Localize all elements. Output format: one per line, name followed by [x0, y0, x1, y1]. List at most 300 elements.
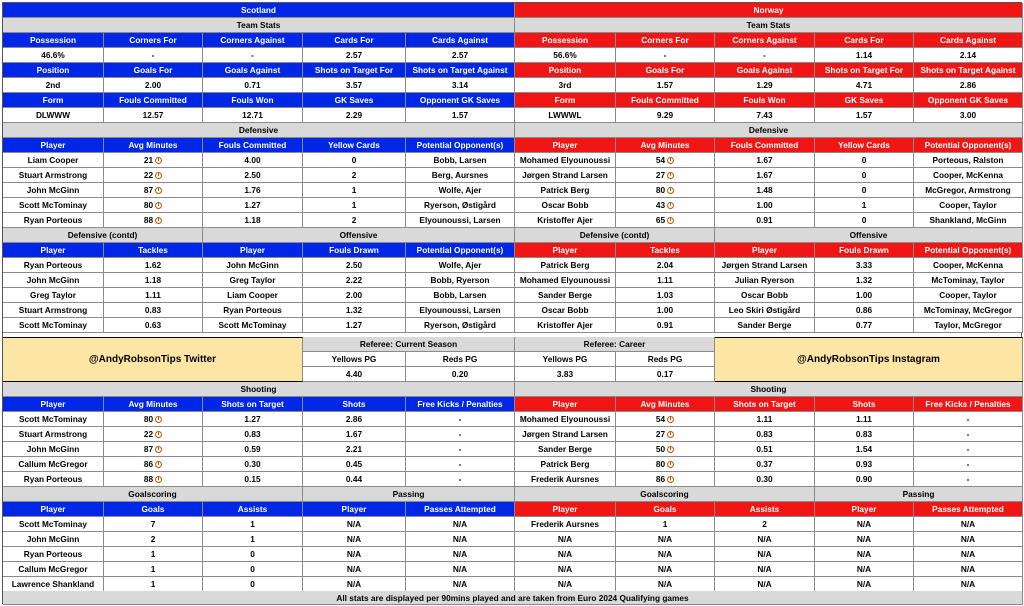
norway-stat-value: 1.57: [616, 78, 715, 93]
scotland-team-stats-title: Team Stats: [3, 18, 515, 33]
norway-defensive-cell: 1.67: [715, 153, 815, 168]
minutes-value: 54: [655, 155, 666, 165]
norway-stat-header: Fouls Committed: [616, 93, 715, 108]
minutes-value: 80: [143, 200, 154, 210]
scotland-goalscoring-cell: Lawrence Shankland: [3, 577, 104, 592]
scotland-goalscoring-cell: Ryan Porteous: [3, 547, 104, 562]
norway-shooting-cell: Frederik Aursnes: [515, 472, 616, 487]
scotland-stat-value: 0.71: [203, 78, 303, 93]
scotland-defensive-cell: Bobb, Larsen: [406, 153, 515, 168]
scotland-shooting-header: Shots: [303, 397, 406, 412]
scotland-goalscoring-header: Goals: [104, 502, 203, 517]
scotland-defensive-cell: Ryan Porteous: [3, 213, 104, 228]
referee-career-title: Referee: Career: [515, 337, 715, 352]
scotland-def-contd-header: Tackles: [104, 243, 203, 258]
norway-stat-value: 3.00: [914, 108, 1023, 123]
scotland-stat-header: Possession: [3, 33, 104, 48]
scotland-goalscoring-cell: 1: [203, 532, 303, 547]
norway-shooting-header: Shots: [815, 397, 914, 412]
norway-stat-value: 1.57: [815, 108, 914, 123]
scotland-def-contd-cell: 0.63: [104, 318, 203, 333]
norway-offensive-cell: Taylor, McGregor: [914, 318, 1023, 333]
scotland-stat-header: Cards Against: [406, 33, 515, 48]
norway-shooting-minutes: [616, 457, 715, 472]
norway-def-contd-cell: Kristoffer Ajer: [515, 318, 616, 333]
norway-goalscoring-cell: N/A: [616, 547, 715, 562]
norway-offensive-cell: 0.77: [815, 318, 914, 333]
norway-def-contd-cell: 1.00: [616, 303, 715, 318]
scotland-defensive-cell: 4.00: [203, 153, 303, 168]
norway-stat-value: -: [616, 48, 715, 63]
referee-career-value: 3.83: [515, 367, 616, 382]
scotland-offensive-header: Fouls Drawn: [303, 243, 406, 258]
scotland-goalscoring-cell: 0: [203, 577, 303, 592]
norway-passing-cell: N/A: [815, 562, 914, 577]
norway-offensive-cell: McTominay, McGregor: [914, 303, 1023, 318]
norway-goalscoring-cell: N/A: [616, 532, 715, 547]
scotland-defensive-cell: 1.27: [203, 198, 303, 213]
scotland-stat-value: 12.57: [104, 108, 203, 123]
norway-offensive-cell: 3.33: [815, 258, 914, 273]
norway-shooting-cell: 0.30: [715, 472, 815, 487]
scotland-goalscoring-cell: 1: [104, 562, 203, 577]
norway-defensive-minutes: [616, 183, 715, 198]
scotland-offensive-cell: Bobb, Larsen: [406, 288, 515, 303]
norway-offensive-cell: McTominay, Taylor: [914, 273, 1023, 288]
scotland-goalscoring-title: Goalscoring: [3, 487, 303, 502]
scotland-defensive-cell: 0: [303, 153, 406, 168]
scotland-shooting-minutes: [104, 457, 203, 472]
norway-passing-cell: N/A: [815, 532, 914, 547]
norway-defensive-cell: Cooper, McKenna: [914, 168, 1023, 183]
stopwatch-icon: [667, 172, 674, 179]
norway-shooting-cell: -: [914, 412, 1023, 427]
scotland-shooting-title: Shooting: [3, 382, 515, 397]
norway-stat-value: -: [715, 48, 815, 63]
twitter-promo: @AndyRobsonTips Twitter: [3, 337, 303, 382]
scotland-offensive-cell: Wolfe, Ajer: [406, 258, 515, 273]
scotland-defensive-minutes: [104, 183, 203, 198]
scotland-shooting-cell: Scott McTominay: [3, 412, 104, 427]
norway-goalscoring-cell: N/A: [616, 562, 715, 577]
norway-shooting-cell: 0.83: [815, 427, 914, 442]
norway-shooting-cell: 0.93: [815, 457, 914, 472]
norway-passing-cell: N/A: [914, 577, 1023, 592]
norway-defensive-minutes: [616, 168, 715, 183]
norway-goalscoring-cell: Frederik Aursnes: [515, 517, 616, 532]
norway-shooting-cell: 0.90: [815, 472, 914, 487]
norway-def-contd-cell: Mohamed Elyounoussi: [515, 273, 616, 288]
scotland-stat-header: Cards For: [303, 33, 406, 48]
scotland-defensive-cell: 1: [303, 198, 406, 213]
scotland-shooting-minutes: [104, 427, 203, 442]
scotland-stat-value: 3.14: [406, 78, 515, 93]
scotland-passing-cell: N/A: [406, 547, 515, 562]
norway-title: Norway: [515, 3, 1023, 18]
norway-stat-value: 56.6%: [515, 48, 616, 63]
norway-offensive-header: Fouls Drawn: [815, 243, 914, 258]
norway-shooting-minutes: [616, 442, 715, 457]
minutes-value: 87: [143, 444, 154, 454]
scotland-shooting-cell: -: [406, 442, 515, 457]
referee-current-header: Reds PG: [406, 352, 515, 367]
scotland-shooting-cell: 0.15: [203, 472, 303, 487]
scotland-defensive-header: Fouls Committed: [203, 138, 303, 153]
norway-stat-value: 2.86: [914, 78, 1023, 93]
scotland-goalscoring-cell: 1: [104, 547, 203, 562]
minutes-value: 80: [655, 459, 666, 469]
scotland-offensive-cell: Liam Cooper: [203, 288, 303, 303]
referee-career-value: 0.17: [616, 367, 715, 382]
norway-shooting-header: Shots on Target: [715, 397, 815, 412]
scotland-offensive-cell: 2.22: [303, 273, 406, 288]
stopwatch-icon: [667, 476, 674, 483]
scotland-defensive-cell: 2: [303, 213, 406, 228]
norway-stat-value: 9.29: [616, 108, 715, 123]
norway-goalscoring-title: Goalscoring: [515, 487, 815, 502]
scotland-shooting-cell: -: [406, 472, 515, 487]
scotland-stat-value: 12.71: [203, 108, 303, 123]
norway-defensive-cell: Kristoffer Ajer: [515, 213, 616, 228]
norway-defensive-cell: 1: [815, 198, 914, 213]
referee-current-value: 4.40: [303, 367, 406, 382]
norway-stat-header: Shots on Target Against: [914, 63, 1023, 78]
norway-stat-header: Goals Against: [715, 63, 815, 78]
minutes-value: 27: [655, 429, 666, 439]
norway-stat-value: LWWWL: [515, 108, 616, 123]
norway-goalscoring-cell: N/A: [515, 547, 616, 562]
scotland-defensive-cell: Scott McTominay: [3, 198, 104, 213]
norway-stat-header: Corners Against: [715, 33, 815, 48]
scotland-passing-cell: N/A: [303, 517, 406, 532]
scotland-shooting-cell: 2.21: [303, 442, 406, 457]
scotland-defensive-minutes: [104, 213, 203, 228]
norway-defensive-header: Potential Opponent(s): [914, 138, 1023, 153]
norway-shooting-minutes: [616, 472, 715, 487]
norway-goalscoring-header: Player: [515, 502, 616, 517]
norway-defensive-title: Defensive: [515, 123, 1023, 138]
scotland-passing-cell: N/A: [406, 532, 515, 547]
minutes-value: 80: [655, 185, 666, 195]
scotland-stat-header: GK Saves: [303, 93, 406, 108]
scotland-shooting-minutes: [104, 412, 203, 427]
minutes-value: 65: [655, 215, 666, 225]
scotland-def-contd-cell: 1.18: [104, 273, 203, 288]
scotland-offensive-cell: 1.32: [303, 303, 406, 318]
scotland-passing-title: Passing: [303, 487, 515, 502]
stopwatch-icon: [667, 157, 674, 164]
norway-defensive-cell: Jørgen Strand Larsen: [515, 168, 616, 183]
scotland-stat-header: Shots on Target For: [303, 63, 406, 78]
norway-def-contd-cell: 1.11: [616, 273, 715, 288]
scotland-offensive-cell: Ryan Porteous: [203, 303, 303, 318]
minutes-value: 86: [655, 474, 666, 484]
referee-current-value: 0.20: [406, 367, 515, 382]
scotland-shooting-cell: -: [406, 457, 515, 472]
scotland-def-contd-cell: John McGinn: [3, 273, 104, 288]
scotland-shooting-header: Shots on Target: [203, 397, 303, 412]
minutes-value: 80: [143, 414, 154, 424]
norway-passing-cell: N/A: [815, 547, 914, 562]
stopwatch-icon: [155, 217, 162, 224]
scotland-defensive-minutes: [104, 153, 203, 168]
scotland-shooting-cell: Ryan Porteous: [3, 472, 104, 487]
minutes-value: 87: [143, 185, 154, 195]
scotland-offensive-cell: 2.50: [303, 258, 406, 273]
norway-defensive-header: Fouls Committed: [715, 138, 815, 153]
stopwatch-icon: [155, 461, 162, 468]
norway-defensive-cell: McGregor, Armstrong: [914, 183, 1023, 198]
stopwatch-icon: [155, 172, 162, 179]
norway-defensive-cell: 0: [815, 153, 914, 168]
scotland-shooting-cell: -: [406, 427, 515, 442]
minutes-value: 43: [655, 200, 666, 210]
scotland-offensive-cell: 2.00: [303, 288, 406, 303]
norway-defensive-header: Yellow Cards: [815, 138, 914, 153]
scotland-offensive-cell: 1.27: [303, 318, 406, 333]
norway-defensive-cell: Cooper, Taylor: [914, 198, 1023, 213]
norway-offensive-cell: Cooper, McKenna: [914, 258, 1023, 273]
norway-offensive-cell: Oscar Bobb: [715, 288, 815, 303]
norway-offensive-header: Player: [715, 243, 815, 258]
minutes-value: 22: [143, 429, 154, 439]
referee-career-header: Reds PG: [616, 352, 715, 367]
minutes-value: 88: [143, 215, 154, 225]
scotland-goalscoring-header: Assists: [203, 502, 303, 517]
norway-shooting-cell: 0.51: [715, 442, 815, 457]
scotland-shooting-cell: Callum McGregor: [3, 457, 104, 472]
scotland-passing-cell: N/A: [406, 562, 515, 577]
scotland-defensive-cell: 1.18: [203, 213, 303, 228]
scotland-stat-header: Shots on Target Against: [406, 63, 515, 78]
norway-shooting-header: Avg Minutes: [616, 397, 715, 412]
norway-passing-cell: N/A: [815, 577, 914, 592]
norway-passing-title: Passing: [815, 487, 1023, 502]
scotland-defensive-cell: Berg, Aursnes: [406, 168, 515, 183]
footer-note: All stats are displayed per 90mins played and are taken from Euro 2024 Qualifying games: [3, 591, 1023, 605]
norway-defensive-cell: 1.00: [715, 198, 815, 213]
scotland-shooting-header: Avg Minutes: [104, 397, 203, 412]
scotland-stat-header: Goals For: [104, 63, 203, 78]
scotland-shooting-cell: 0.44: [303, 472, 406, 487]
scotland-goalscoring-cell: 0: [203, 547, 303, 562]
scotland-shooting-cell: -: [406, 412, 515, 427]
referee-current-header: Yellows PG: [303, 352, 406, 367]
scotland-offensive-cell: Greg Taylor: [203, 273, 303, 288]
stopwatch-icon: [667, 202, 674, 209]
norway-defensive-cell: 1.48: [715, 183, 815, 198]
scotland-shooting-minutes: [104, 472, 203, 487]
scotland-def-contd-cell: 1.62: [104, 258, 203, 273]
scotland-defensive-header: Potential Opponent(s): [406, 138, 515, 153]
norway-offensive-cell: Cooper, Taylor: [914, 288, 1023, 303]
norway-shooting-cell: -: [914, 457, 1023, 472]
scotland-defensive-minutes: [104, 168, 203, 183]
norway-goalscoring-cell: N/A: [515, 532, 616, 547]
scotland-defensive-cell: Stuart Armstrong: [3, 168, 104, 183]
norway-shooting-cell: Jørgen Strand Larsen: [515, 427, 616, 442]
norway-defensive-minutes: [616, 153, 715, 168]
norway-passing-cell: N/A: [914, 517, 1023, 532]
scotland-offensive-cell: Scott McTominay: [203, 318, 303, 333]
norway-offensive-title: Offensive: [715, 228, 1023, 243]
norway-goalscoring-cell: N/A: [715, 562, 815, 577]
norway-def-contd-header: Tackles: [616, 243, 715, 258]
norway-shooting-cell: 1.54: [815, 442, 914, 457]
scotland-passing-cell: N/A: [303, 532, 406, 547]
scotland-shooting-cell: 2.86: [303, 412, 406, 427]
norway-stat-header: Fouls Won: [715, 93, 815, 108]
scotland-title: Scotland: [3, 3, 515, 18]
scotland-stat-value: 46.6%: [3, 48, 104, 63]
norway-defensive-header: Avg Minutes: [616, 138, 715, 153]
norway-goalscoring-cell: N/A: [616, 577, 715, 592]
scotland-shooting-header: Free Kicks / Penalties: [406, 397, 515, 412]
norway-shooting-cell: Patrick Berg: [515, 457, 616, 472]
norway-shooting-minutes: [616, 427, 715, 442]
norway-stat-header: Cards Against: [914, 33, 1023, 48]
stopwatch-icon: [155, 476, 162, 483]
norway-goalscoring-cell: N/A: [715, 577, 815, 592]
norway-defensive-cell: 0.91: [715, 213, 815, 228]
norway-passing-header: Player: [815, 502, 914, 517]
norway-stat-value: 1.14: [815, 48, 914, 63]
scotland-defensive-title: Defensive: [3, 123, 515, 138]
norway-stat-value: 2.14: [914, 48, 1023, 63]
scotland-stat-value: DLWWW: [3, 108, 104, 123]
scotland-shooting-cell: John McGinn: [3, 442, 104, 457]
stopwatch-icon: [155, 416, 162, 423]
norway-stat-header: Corners For: [616, 33, 715, 48]
norway-shooting-cell: Mohamed Elyounoussi: [515, 412, 616, 427]
norway-shooting-cell: 0.37: [715, 457, 815, 472]
norway-stat-header: Opponent GK Saves: [914, 93, 1023, 108]
norway-passing-cell: N/A: [914, 532, 1023, 547]
scotland-offensive-cell: John McGinn: [203, 258, 303, 273]
scotland-shooting-cell: Stuart Armstrong: [3, 427, 104, 442]
norway-defensive-cell: Patrick Berg: [515, 183, 616, 198]
scotland-stat-value: 3.57: [303, 78, 406, 93]
scotland-defensive-cell: 2: [303, 168, 406, 183]
scotland-passing-cell: N/A: [303, 577, 406, 592]
norway-goalscoring-header: Goals: [616, 502, 715, 517]
scotland-offensive-cell: Bobb, Ryerson: [406, 273, 515, 288]
scotland-defensive-header: Yellow Cards: [303, 138, 406, 153]
norway-shooting-header: Free Kicks / Penalties: [914, 397, 1023, 412]
norway-def-contd-cell: Oscar Bobb: [515, 303, 616, 318]
norway-stat-value: 1.29: [715, 78, 815, 93]
norway-offensive-cell: Leo Skiri Østigård: [715, 303, 815, 318]
scotland-goalscoring-cell: 7: [104, 517, 203, 532]
norway-stat-header: Goals For: [616, 63, 715, 78]
norway-goalscoring-cell: N/A: [715, 547, 815, 562]
scotland-offensive-cell: Elyounoussi, Larsen: [406, 303, 515, 318]
norway-shooting-cell: -: [914, 442, 1023, 457]
scotland-def-contd-header: Player: [3, 243, 104, 258]
scotland-shooting-cell: 1.67: [303, 427, 406, 442]
scotland-defensive-cell: Wolfe, Ajer: [406, 183, 515, 198]
minutes-value: 21: [143, 155, 154, 165]
scotland-passing-cell: N/A: [303, 562, 406, 577]
norway-defensive-cell: 0: [815, 183, 914, 198]
stats-sheet: [2, 2, 1022, 604]
norway-offensive-cell: Sander Berge: [715, 318, 815, 333]
scotland-defensive-header: Player: [3, 138, 104, 153]
stopwatch-icon: [155, 187, 162, 194]
scotland-passing-header: Player: [303, 502, 406, 517]
norway-stat-header: Shots on Target For: [815, 63, 914, 78]
scotland-shooting-cell: 0.45: [303, 457, 406, 472]
scotland-defensive-cell: 1.76: [203, 183, 303, 198]
scotland-defensive-cell: Liam Cooper: [3, 153, 104, 168]
norway-stat-header: Possession: [515, 33, 616, 48]
norway-stat-value: 3rd: [515, 78, 616, 93]
norway-def-contd-title: Defensive (contd): [515, 228, 715, 243]
scotland-goalscoring-cell: 1: [203, 517, 303, 532]
norway-stat-value: 4.71: [815, 78, 914, 93]
norway-def-contd-cell: 0.91: [616, 318, 715, 333]
scotland-defensive-minutes: [104, 198, 203, 213]
scotland-stat-value: 2nd: [3, 78, 104, 93]
referee-current-title: Referee: Current Season: [303, 337, 515, 352]
norway-shooting-cell: -: [914, 472, 1023, 487]
norway-offensive-cell: 0.86: [815, 303, 914, 318]
norway-stat-header: GK Saves: [815, 93, 914, 108]
norway-shooting-header: Player: [515, 397, 616, 412]
norway-def-contd-cell: 1.03: [616, 288, 715, 303]
norway-shooting-cell: 0.83: [715, 427, 815, 442]
scotland-stat-header: Fouls Committed: [104, 93, 203, 108]
minutes-value: 88: [143, 474, 154, 484]
scotland-def-contd-title: Defensive (contd): [3, 228, 203, 243]
scotland-stat-header: Position: [3, 63, 104, 78]
scotland-goalscoring-cell: 1: [104, 577, 203, 592]
scotland-stat-header: Corners Against: [203, 33, 303, 48]
scotland-stat-header: Goals Against: [203, 63, 303, 78]
scotland-offensive-header: Potential Opponent(s): [406, 243, 515, 258]
norway-goalscoring-cell: N/A: [515, 562, 616, 577]
norway-shooting-cell: 1.11: [715, 412, 815, 427]
stopwatch-icon: [155, 157, 162, 164]
scotland-shooting-cell: 1.27: [203, 412, 303, 427]
stopwatch-icon: [155, 431, 162, 438]
stopwatch-icon: [667, 446, 674, 453]
scotland-passing-cell: N/A: [406, 517, 515, 532]
norway-stat-header: Form: [515, 93, 616, 108]
scotland-offensive-title: Offensive: [203, 228, 515, 243]
scotland-goalscoring-cell: John McGinn: [3, 532, 104, 547]
norway-offensive-cell: 1.32: [815, 273, 914, 288]
norway-passing-header: Passes Attempted: [914, 502, 1023, 517]
norway-shooting-cell: Sander Berge: [515, 442, 616, 457]
norway-defensive-cell: Oscar Bobb: [515, 198, 616, 213]
scotland-def-contd-cell: Greg Taylor: [3, 288, 104, 303]
scotland-passing-header: Passes Attempted: [406, 502, 515, 517]
norway-defensive-minutes: [616, 213, 715, 228]
scotland-offensive-header: Player: [203, 243, 303, 258]
norway-defensive-cell: 0: [815, 168, 914, 183]
scotland-stat-value: 1.57: [406, 108, 515, 123]
scotland-goalscoring-header: Player: [3, 502, 104, 517]
norway-offensive-cell: Julian Ryerson: [715, 273, 815, 288]
scotland-goalscoring-cell: 2: [104, 532, 203, 547]
scotland-goalscoring-cell: Callum McGregor: [3, 562, 104, 577]
stopwatch-icon: [667, 461, 674, 468]
norway-goalscoring-cell: N/A: [715, 532, 815, 547]
norway-defensive-minutes: [616, 198, 715, 213]
scotland-stat-value: 2.57: [303, 48, 406, 63]
stopwatch-icon: [155, 446, 162, 453]
